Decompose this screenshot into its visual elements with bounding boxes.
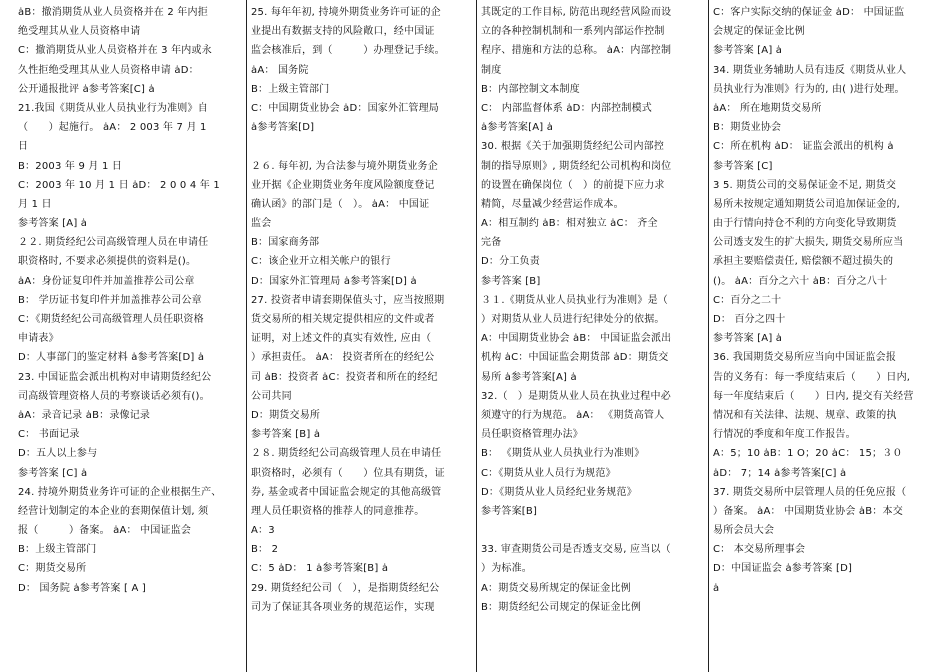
text-line: A：期货交易所规定的保证金比例 (481, 582, 631, 594)
text-line: ȧ (713, 582, 720, 594)
text-line: ȧ参考答案[D] (251, 122, 315, 134)
text-line: B： 2 (251, 544, 279, 556)
text-line: 立的各种控制机制和一系列内部运作控制 (481, 26, 665, 38)
text-line: 业开据《企业期货业务年度风险额度登记 (251, 179, 435, 191)
text-line: 33. 审查期货公司是否透支交易, 应当以（ (481, 544, 671, 556)
text-line: D：期货交易所 (251, 409, 321, 421)
text-line: 司为了保证其各项业务的规范运作，实现 (251, 601, 435, 613)
text-line: D：分工负责 (481, 256, 540, 268)
text-line: C：该企业开立相关帐户的银行 (251, 256, 391, 268)
text-line: 证明，对上述文件的真实有效性, 应由（ (251, 333, 432, 345)
text-line: C：中国期货业协会 ȧD：国家外汇管理局 (251, 102, 439, 114)
text-line: D：《期货从业人员经纪业务规范》 (481, 486, 637, 498)
text-line: 监会核准后，到（ ）办理登记手续。 (251, 45, 445, 57)
text-line: 参考答案 [B] (481, 275, 541, 287)
text-line: B：2003 年 9 月 1 日 (18, 160, 123, 172)
text-line: B： 《期货从业人员执业行为准则》 (481, 448, 645, 460)
text-line: B：内部控制文本制度 (481, 83, 580, 95)
text-line: 参考答案 [C] ȧ (18, 467, 88, 479)
text-line: 24. 持境外期货业务许可证的企业根据生产、 (18, 486, 222, 498)
text-line: A：3 (251, 525, 275, 537)
text-line: 公开通报批评 ȧ参考答案[C] ȧ (18, 83, 155, 95)
text-line: D：人事部门的鉴定材料 ȧ参考答案[D] ȧ (18, 352, 205, 364)
column-1 (14, 0, 246, 672)
column-2 (246, 0, 476, 672)
text-line: 司 ȧB：投资者 ȧC：投资者和所在的经纪 (251, 371, 438, 383)
text-line: B：期货业协会 (713, 122, 782, 134)
text-line: 程序、措施和方法的总称。 ȧA：内部控制 (481, 45, 672, 57)
text-line: 29. 期货经纪公司（ ），是指期货经纪公 (251, 582, 440, 594)
text-line: 32.（ ）是期货从业人员在执业过程中必 (481, 390, 671, 402)
text-line: 承担主要赔偿责任, 赔偿额不超过损失的 (713, 256, 894, 268)
text-line: ）备案。 ȧA： 中国期货业协会 ȧB：本交 (713, 505, 903, 517)
text-line: 参考答案 [A] ȧ (713, 333, 783, 345)
text-line: ȧA： 所在地期货交易所 (713, 102, 822, 114)
text-line: 申请表》 (18, 333, 59, 345)
text-line: 货交易所的相关规定提供相应的文件或者 (251, 314, 435, 325)
text-line: 完备 (481, 237, 502, 249)
text-line: 制度 (481, 64, 502, 76)
text-line: 34. 期货业务辅助人员有违反《期货从业人 (713, 64, 907, 76)
text-line: ２２. 期货经纪公司高级管理人员在申请任 (18, 237, 209, 249)
text-line: ２８. 期货经纪公司高级管理人员在申请任 (251, 448, 442, 460)
text-line: ２６. 每年初, 为合法参与境外期货业务企 (251, 160, 438, 172)
text-line: C：所在机构 ȧD： 证监会派出的机构 ȧ (713, 141, 894, 153)
text-line: 久性拒绝受理其从业人员资格申请 ȧD： (18, 64, 199, 76)
text-line: 的设置在确保岗位（ ）的前提下应力求 (481, 179, 665, 191)
text-line: 机构 ȧC：中国证监会期货部 ȧD：期货交 (481, 352, 669, 364)
text-line: 36. 我国期货交易所应当向中国证监会报 (713, 352, 897, 364)
text-line: 须遵守的行为规范。 ȧA： 《期货高管人 (481, 409, 665, 421)
text-line: C：2003 年 10 月 1 日 ȧD： 2 0 0 4 年 1 (18, 179, 220, 191)
text-line: ）对期货从业人员进行纪律处分的依据。 (481, 314, 665, 325)
text-line: 精简，尽量减少经营运作成本。 (481, 198, 624, 210)
text-line: 由于行情向持仓不利的方向变化导致期货 (713, 218, 897, 230)
text-line: 日 (18, 141, 29, 153)
text-line: ȧA：身份证复印件并加盖推荐公司公章 (18, 275, 195, 287)
text-line: ȧD： 7；14 ȧ参考答案[C] ȧ (713, 467, 847, 479)
text-line: 业提出有数据支持的风险敞口，经中国证 (251, 26, 435, 38)
text-line: D：五人以上参与 (18, 448, 98, 460)
text-line: 参考答案 [B] ȧ (251, 429, 321, 441)
text-line: ３１.《期货从业人员执业行为准则》是（ (481, 294, 668, 306)
text-line: 理人员任职资格的推荐人的同意推荐。 (251, 505, 425, 517)
text-line: 参考答案 [A] ȧ (18, 218, 88, 230)
text-line: C：《期货经纪公司高级管理人员任职资格 (18, 314, 204, 325)
text-line: 25. 每年年初, 持境外期货业务许可证的企 (251, 7, 441, 18)
text-line: B： 学历证书复印件并加盖推荐公司公章 (18, 294, 202, 306)
text-line: ()。 ȧA：百分之六十 ȧB：百分之八十 (713, 275, 888, 287)
text-line: C：《期货从业人员行为规范》 (481, 467, 616, 479)
text-line: 参考答案 [C] (713, 160, 773, 172)
text-line: D：国家外汇管理局 ȧ参考答案[D] ȧ (251, 275, 417, 287)
text-line (251, 137, 472, 156)
text-line: （ ）起施行。 ȧA： 2 003 年 7 月 1 (18, 122, 207, 134)
text-line: 职资格时, 不要求必须提供的资料是()。 (18, 256, 197, 268)
text-line: D：中国证监会 ȧ参考答案 [D] (713, 563, 853, 575)
text-line: 月 1 日 (18, 198, 52, 210)
text-line: C：5 ȧD： 1 ȧ参考答案[B] ȧ (251, 563, 389, 575)
text-line: D： 百分之四十 (713, 314, 786, 325)
text-line: ȧ参考答案[A] ȧ (481, 122, 554, 134)
column-3 (476, 0, 708, 672)
text-line: 其既定的工作目标, 防范出现经营风险而设 (481, 7, 672, 18)
text-line (481, 521, 704, 540)
text-line: 员执业行为准则》行为的, 由( )进行处理。 (713, 83, 905, 95)
text-line: 情况和有关法律、法规、规章、政策的执 (713, 409, 897, 421)
text-line: 公司透支发生的扩大损失, 期货交易所应当 (713, 237, 904, 249)
text-line: 告的义务有：每一季度结束后（ ）日内, (713, 371, 911, 383)
text-line: 公司共同 (251, 390, 292, 402)
text-line: B：上级主管部门 (251, 83, 330, 95)
text-line: C：客户实际交纳的保证金 ȧD： 中国证监 (713, 7, 905, 18)
text-line: 37. 期货交易所中层管理人员的任免应报（ (713, 486, 907, 498)
text-line: B：国家商务部 (251, 237, 320, 249)
text-line: 制的指导原则》, 期货经纪公司机构和岗位 (481, 160, 672, 172)
text-line: C：百分之二十 (713, 294, 782, 306)
text-line: A：5；10 ȧB：1 O；20 ȧC： 15；３０ (713, 448, 903, 460)
text-line: A：相互制约 ȧB：相对独立 ȧC： 齐全 (481, 218, 658, 230)
text-line: C： 书面记录 (18, 429, 80, 441)
text-line: ȧA： 国务院 (251, 64, 309, 76)
text-line: ）承担责任。 ȧA： 投资者所在的经纪公 (251, 352, 435, 364)
text-line: ȧB：撤消期货从业人员资格并在 2 年内拒 (18, 7, 208, 18)
text-line: C：撤消期货从业人员资格并在 3 年内或永 (18, 45, 212, 57)
text-line: 经营计划制定的本企业的套期保值计划, 须 (18, 505, 209, 517)
text-line: ȧA：录音记录 ȧB：录像记录 (18, 409, 151, 421)
text-line: C： 内部监督体系 ȧD：内部控制模式 (481, 102, 652, 114)
text-line: A：中国期货业协会 ȧB： 中国证监会派出 (481, 333, 672, 345)
text-line: 司高级管理资格人员的考察谈话必须有()。 (18, 390, 210, 402)
text-line: 易所未按规定通知期货公司追加保证金的, (713, 198, 900, 210)
text-line: 21.我国《期货从业人员执业行为准则》自 (18, 102, 208, 114)
text-line: B：上级主管部门 (18, 544, 97, 556)
text-line: C： 本交易所理事会 (713, 544, 806, 556)
text-line: 确认函》的部门是（ ）。 ȧA： 中国证 (251, 198, 430, 210)
text-line: 27. 投资者申请套期保值头寸，应当按照期 (251, 294, 445, 306)
text-line: 每一年度结束后（ ）日内, 提交有关经营 (713, 390, 914, 402)
text-line: D： 国务院 ȧ参考答案 [ A ] (18, 582, 146, 594)
text-line: 23. 中国证监会派出机构对申请期货经纪公 (18, 371, 212, 383)
text-line: 行情况的季度和年度工作报告。 (713, 429, 856, 441)
text-line: 员任职资格管理办法》 (481, 429, 583, 441)
text-line: 易所 ȧ参考答案[A] ȧ (481, 371, 577, 383)
text-line: 报（ ）备案。 ȧA： 中国证监会 (18, 525, 192, 537)
text-line: 30. 根据《关于加强期货经纪公司内部控 (481, 141, 665, 153)
column-4 (708, 0, 944, 672)
text-line: 会规定的保证金比例 (713, 26, 805, 38)
text-line: 职资格时，必须有（ ）位具有期货，证 (251, 467, 445, 479)
text-line: ）为标准。 (481, 563, 532, 575)
text-line: 券, 基金或者中国证监会规定的其他高级管 (251, 486, 442, 498)
text-line: C：期货交易所 (18, 563, 87, 575)
text-line: B：期货经纪公司规定的保证金比例 (481, 601, 642, 613)
text-line: 参考答案[B] (481, 505, 538, 517)
text-line: 监会 (251, 218, 272, 230)
text-line: 易所会员大会 (713, 525, 775, 537)
text-line: 参考答案 [A] ȧ (713, 45, 783, 57)
text-line: 绝受理其从业人员资格申请 (18, 26, 141, 38)
text-line: 3 5. 期货公司的交易保证金不足, 期货交 (713, 179, 897, 191)
